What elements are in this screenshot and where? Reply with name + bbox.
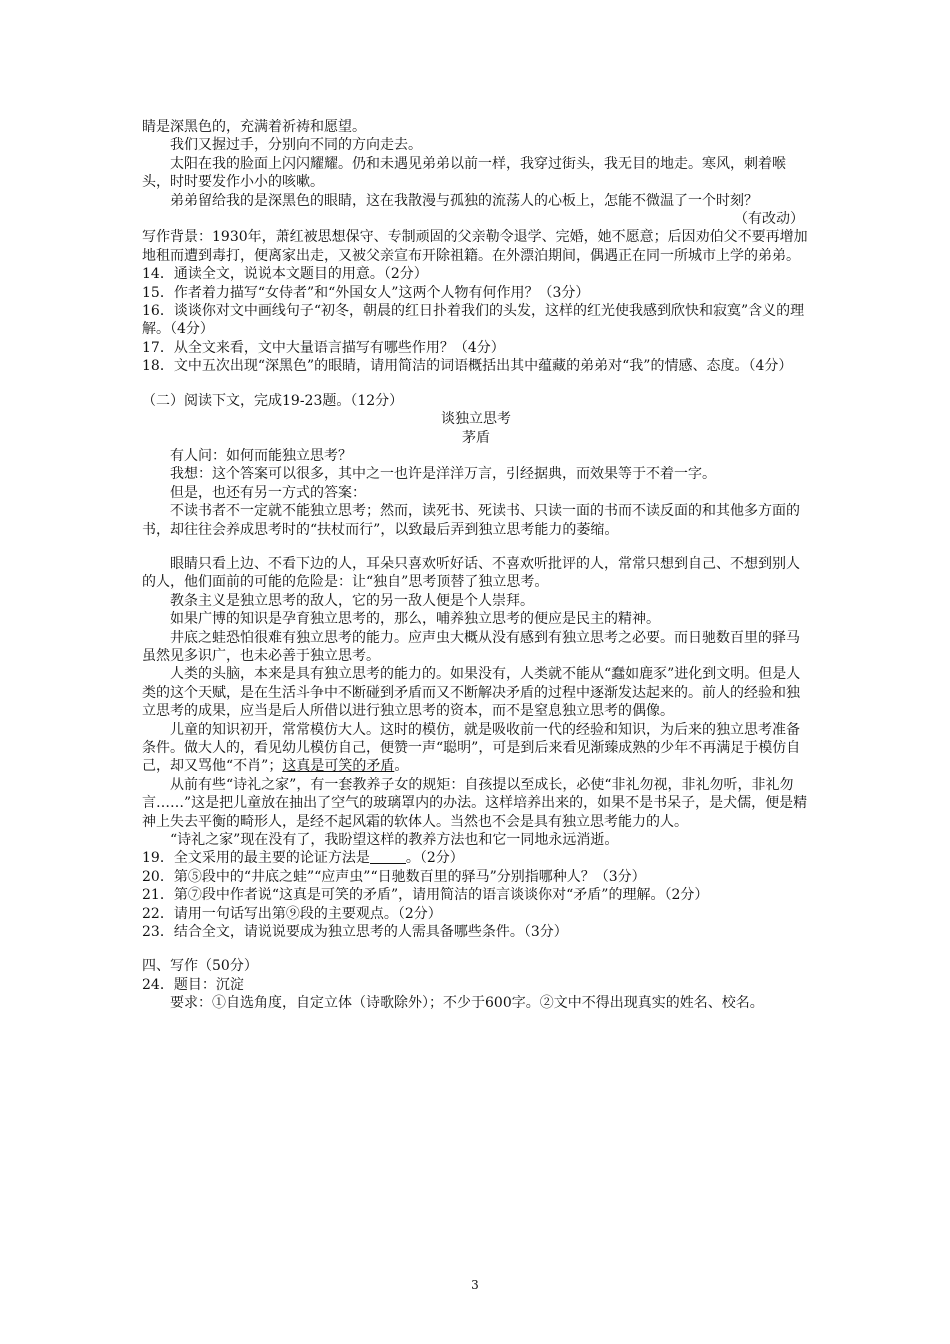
article-paragraph: 眼睛只看上边、不看下边的人，耳朵只喜欢听好话、不喜欢听批评的人，常常只想到自己、不想到别人的人，他们面前的可能的危险是：让“独自”思考顶替了独立思考。 xyxy=(142,555,800,591)
story-paragraph: 太阳在我的脸面上闪闪耀耀。仍和未遇见弟弟以前一样，我穿过街头，我无目的地走。寒风，刺着喉头，时时要发作小小的咳嗽。 xyxy=(142,155,786,191)
question-23: 23．结合全文，请说说要成为独立思考的人需具备哪些条件。（3分） xyxy=(142,924,568,941)
document-page xyxy=(142,118,810,1013)
article-title: 谈独立思考 xyxy=(441,411,511,428)
paragraph-text: 儿童的知识初开，常常模仿大人。这时的模仿，就是吸收前一代的经验和知识，为后来的独立思考准备条件。做大人的，看见幼儿模仿自己，便赞一声“聪明”，可是到后来看见渐臻成熟的少年不再满足于模仿自己，却又骂他“不肖”； xyxy=(142,721,801,775)
article-author: 茅盾 xyxy=(462,429,490,446)
writing-topic: 24．题目：沉淀 xyxy=(142,976,244,993)
question-17: 17．从全文来看，文中大量语言描写有哪些作用？（4分） xyxy=(142,339,505,356)
question-14: 14．通读全文，说说本文题目的用意。（2分） xyxy=(142,266,428,283)
question-16: 16．谈谈你对文中画线句子“初冬，朝晨的红日扑着我们的头发，这样的红光使我感到欣快和寂寞”含义的理解。（4分） xyxy=(142,303,805,338)
writing-background: 写作背景：1930年，萧红被思想保守、专制顽固的父亲勒令退学、完婚，她不愿意；后因劝伯父不要再增加地租而遭到毒打，便离家出走，又被父亲宣布开除祖籍。在外漂泊期间，偶遇正在同一所城市上学的弟弟。 xyxy=(142,229,808,264)
story-paragraph: 我们又握过手，分别向不同的方向走去。 xyxy=(170,137,422,154)
story-paragraph: 弟弟留给我的是深黑色的眼睛，这在我散漫与孤独的流荡人的心板上，怎能不微温了一个时刻？ xyxy=(170,192,758,209)
revision-note: （有改动） xyxy=(734,211,804,228)
article-paragraph: 有人问：如何而能独立思考？ xyxy=(170,447,352,464)
question-18: 18．文中五次出现“深黑色”的眼睛，请用简洁的词语概括出其中蕴藏的弟弟对“我”的情感、态度。（4分） xyxy=(142,358,793,375)
paragraph-text: 。 xyxy=(394,758,409,775)
writing-requirements: 要求：①自选角度，自定立体（诗歌除外）；不少于600字。②文中不得出现真实的姓名、校名。 xyxy=(170,995,764,1012)
question-text: 19．全文采用的最主要的论证方法是 xyxy=(142,850,370,867)
section-2-header: （二）阅读下文，完成19-23题。（12分） xyxy=(142,392,404,409)
question-21: 21．第⑦段中作者说“这真是可笑的矛盾”，请用简洁的语言谈谈你对“矛盾”的理解。（2分） xyxy=(142,887,709,904)
article-paragraph: “诗礼之家”现在没有了，我盼望这样的教养方法也和它一同地永远消逝。 xyxy=(170,832,619,849)
writing-header: 四、写作（50分） xyxy=(142,958,258,975)
article-paragraph: 教条主义是独立思考的敌人，它的另一敌人便是个人崇拜。 xyxy=(170,592,534,609)
article-paragraph: 但是，也还有另一方式的答案： xyxy=(170,484,366,501)
article-paragraph: 从前有些“诗礼之家”，有一套教养子女的规矩：自孩提以至成长，必使“非礼勿视，非礼勿听，非礼勿言……”这是把儿童放在抽出了空气的玻璃罩内的办法。这样培养出来的，如果不是书呆子，是犬儒，便是精神上失去平衡的畸形人，是经不起风霜的软体人。当然也不会是具有独立思考能力的人。 xyxy=(142,776,808,830)
article-paragraph: 我想：这个答案可以很多，其中之一也许是洋洋万言，引经据典，而效果等于不着一字。 xyxy=(170,466,716,483)
article-paragraph: 如果广博的知识是孕育独立思考的，那么，哺养独立思考的便应是民主的精神。 xyxy=(170,611,660,628)
spacer xyxy=(142,941,810,957)
spacer xyxy=(142,539,810,555)
question-text: 。（2分） xyxy=(405,850,464,867)
article-paragraph: 人类的头脑，本来是具有独立思考的能力的。如果没有，人类就不能从“蠢如鹿豕”进化到文明。但是人类的这个天赋，是在生活斗争中不断碰到矛盾而又不断解决矛盾的过程中逐渐发达起来的。前人的经验和独立思考的成果，应当是后人所借以进行独立思考的资本，而不是窒息独立思考的偶像。 xyxy=(142,666,801,720)
article-paragraph: 不读书者不一定就不能独立思考；然而，读死书、死读书、只读一面的书而不读反面的和其他多方面的书，却往往会养成思考时的“扶杖而行”，以致最后弄到独立思考能力的萎缩。 xyxy=(142,503,800,538)
article-paragraph: 井底之蛙恐怕很难有独立思考的能力。应声虫大概从没有感到有独立思考之必要。而日驰数百里的驿马虽然见多识广，也未必善于独立思考。 xyxy=(142,629,800,664)
article-paragraph-7 xyxy=(142,721,810,776)
question-15: 15．作者着力描写“女侍者”和“外国女人”这两个人物有何作用？（3分） xyxy=(142,284,590,301)
question-20: 20．第⑤段中的“井底之蛙”“应声虫”“日驰数百里的驿马”分别指哪种人？（3分） xyxy=(142,868,646,885)
question-22: 22．请用一句话写出第⑨段的主要观点。（2分） xyxy=(142,905,442,922)
answer-blank[interactable] xyxy=(370,849,406,864)
spacer xyxy=(142,376,810,392)
page-number: 3 xyxy=(471,1278,479,1292)
question-19 xyxy=(142,849,810,867)
story-paragraph: 睛是深黑色的，充满着祈祷和愿望。 xyxy=(142,119,366,135)
underlined-sentence: 这真是可笑的矛盾 xyxy=(282,758,395,775)
